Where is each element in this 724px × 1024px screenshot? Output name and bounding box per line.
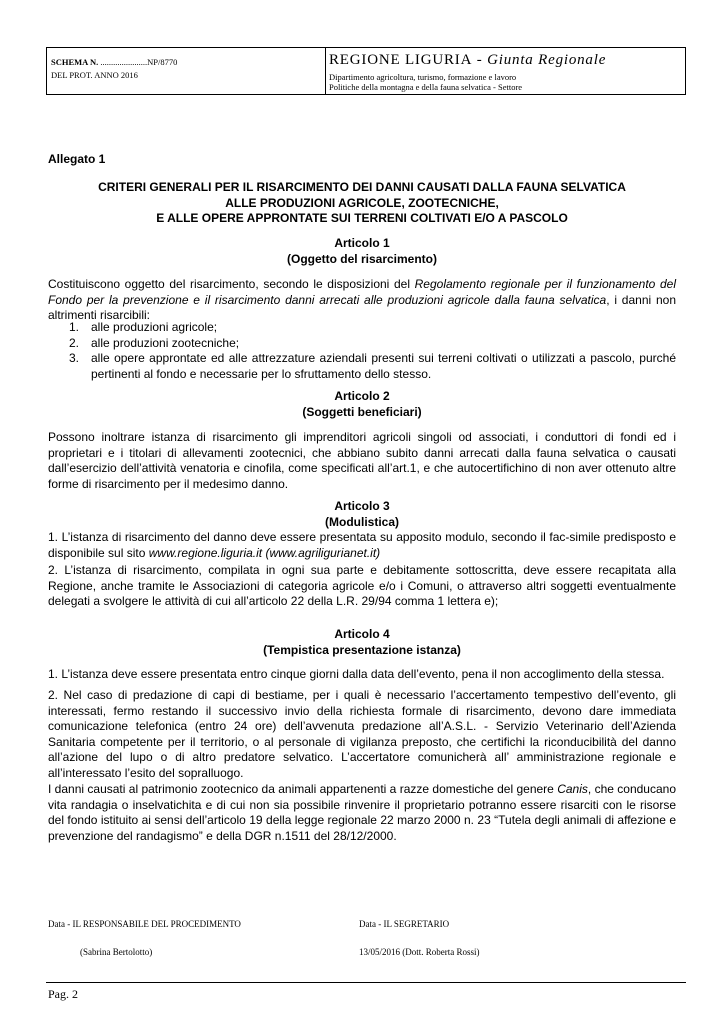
signature-segretario-name: 13/05/2016 (Dott. Roberta Rossi) <box>359 947 480 957</box>
article-2-paragraph: Possono inoltrare istanza di risarcimento gli imprenditori agricoli singoli od associati, i conduttori di fondi ed i proprietari e i titolari di allevamenti zootecnici, che abbiano subito danni arrecati dalla fauna selvatica o causati dall’esercizio dell’attività venatoria e cinofila, come specificati all’art.1, e che autocertifichino di non aver ottenuto altre forme di risarcimento per il medesimo danno. <box>48 430 676 491</box>
article-4-paragraph-1: 1. L’istanza deve essere presentata entro cinque giorni dalla data dell’evento, pena il non accoglimento della stessa. <box>48 667 665 681</box>
list-item: 2. alle produzioni zootecniche; <box>69 335 240 350</box>
protocol-year-line: DEL PROT. ANNO 2016 <box>51 70 138 80</box>
allegato-label: Allegato 1 <box>48 152 106 166</box>
article-1-heading: Articolo 1 (Oggetto del risarcimento) <box>286 236 438 266</box>
article-4-heading: Articolo 4 (Tempistica presentazione istanza) <box>263 627 461 657</box>
list-item: 3. alle opere approntate ed alle attrezzature aziendali presenti sui terreni coltivati o utilizzati a pascolo, purché pertinenti al fondo e necessarie per lo sfruttamento dello stesso. <box>69 351 676 381</box>
list-item: 1. alle produzioni agricole; <box>69 320 218 334</box>
signature-responsabile-label: Data - IL RESPONSABILE DEL PROCEDIMENTO <box>48 919 241 929</box>
article-4-paragraph-3: I danni causati al patrimonio zootecnico da animali appartenenti a razze domestiche del genere Canis, che conducano vita randagia o inselvatichita e di cui non sia possibile rinvenire il proprietario potranno essere risarciti con le risorse del fondo istituito ai sensi dell’articolo 19 della legge regionale 22 marzo 2000 n. 23 “Tutela degli animali di affezione e prevenzione del randagismo” e della DGR n.1511 del 28/12/2000. <box>48 782 676 843</box>
article-3-paragraph-2: 2. L’istanza di risarcimento, compilata in ogni sua parte e debitamente sottoscritta, deve essere recapitata alla Regione, anche tramite le Associazioni di categoria agricole e/o i Comuni, o attraverso altri soggetti eventualmente delegati a svolgere le attività di cui all’articolo 22 della L.R. 29/94 comma 1 lettera e); <box>48 563 676 609</box>
signature-segretario-label: Data - IL SEGRETARIO <box>359 919 450 929</box>
header-schema-cell <box>47 48 326 94</box>
article-3-heading: Articolo 3 (Modulistica) <box>325 499 399 529</box>
article-1-list <box>48 320 676 382</box>
region-title: REGIONE LIGURIA - Giunta Regionale <box>329 52 607 68</box>
article-3-paragraph-1: 1. L’istanza di risarcimento del danno deve essere presentata su apposito modulo, secondo il fac-simile predisposto e disponibile sul sito www.regione.liguria.it (www.agriligurianet.it) <box>48 530 676 560</box>
document-header <box>46 47 686 95</box>
signature-responsabile-name: (Sabrina Bertolotto) <box>80 947 153 957</box>
sector-line: Politiche della montagna e della fauna selvatica - Settore <box>329 82 523 92</box>
document-title: CRITERI GENERALI PER IL RISARCIMENTO DEI DANNI CAUSATI DALLA FAUNA SELVATICA ALLE PRODUZIONI AGRICOLE, ZOOTECNICHE, E ALLE OPERE APPRONTATE SUI TERRENI COLTIVATI E/O A PASCOLO <box>98 180 626 226</box>
schema-number-line: SCHEMA N. ......................NP/8770 <box>51 57 178 67</box>
article-1-paragraph: Costituiscono oggetto del risarcimento, secondo le disposizioni del Regolamento regionale per il funzionamento del Fondo per la prevenzione e il risarcimento danni arrecati alle produzioni agricole dalla fauna selvatica, i danni non altrimenti risarcibili: <box>48 277 676 323</box>
department-line: Dipartimento agricoltura, turismo, formazione e lavoro <box>329 72 517 82</box>
article-2-heading: Articolo 2 (Soggetti beneficiari) <box>302 389 422 419</box>
page-number: Pag. 2 <box>48 987 78 1001</box>
article-4-paragraph-2: 2. Nel caso di predazione di capi di bestiame, per i quali è necessario l’accertamento tempestivo dell’evento, gli interessati, fermo restando il successivo invio della richiesta formale di risarcimento, devono dare immediata comunicazione telefonica (entro 24 ore) dell’avvenuta predazione all’A.S.L. - Servizio Veterinario dell’Azienda Sanitaria competente per il territorio, o al personale di vigilanza preposto, che certifichi la riconducibilità del danno all’azione del lupo o di altro predatore selvatico. L’accertatore comunicherà all’ amministrazione regionale e all’interessato l’esito del sopralluogo. <box>48 688 676 780</box>
footer-divider <box>46 982 686 983</box>
